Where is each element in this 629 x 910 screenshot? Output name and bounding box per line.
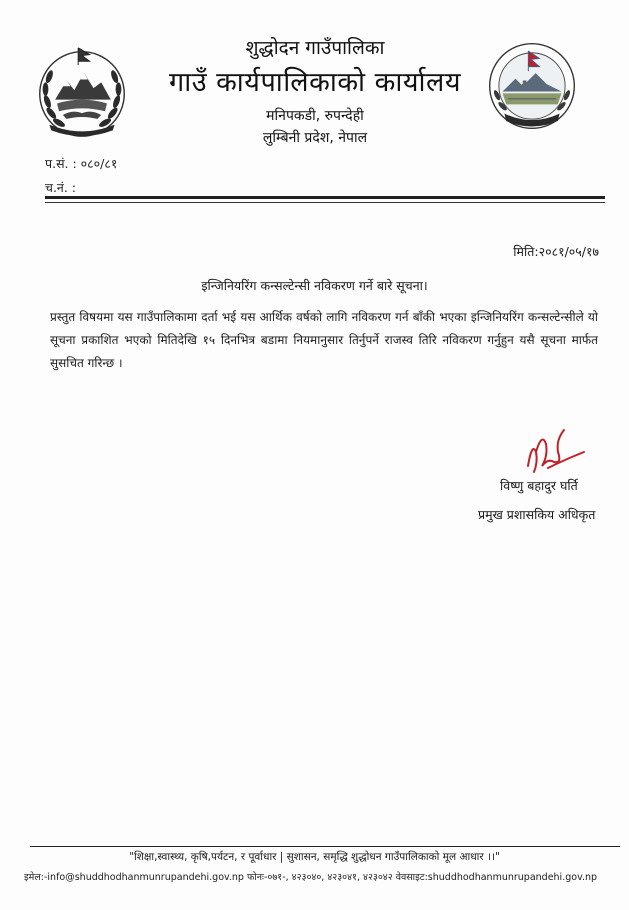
footer-contact: इमेल:-info@shuddhodhanmunrupandehi.gov.np फोनः-०७१-, ४२३०४०, ४२३०४१, ४२३०४२ वेवसाइट:shuddhodhanmunrupandehi.gov.np — [24, 872, 598, 883]
municipality-name: शुद्धोदन गाउँपालिका — [245, 37, 385, 59]
municipality-logo-right — [486, 40, 578, 132]
office-name: गाउँ कार्यपालिकाको कार्यालय — [169, 67, 461, 98]
handwritten-signature — [518, 422, 588, 482]
signatory-name: विष्णु बहादुर घर्ति — [500, 478, 578, 493]
office-province: लुम्बिनी प्रदेश, नेपाल — [262, 130, 368, 146]
office-location: मनिपकडी, रुपन्देही — [266, 108, 364, 124]
letter-reference-number: प.सं. : ०८०/८१ — [45, 156, 118, 171]
notice-subject: इन्जिनियरिंग कन्सल्टेन्सी नविकरण गर्ने बारे सूचना। — [201, 278, 428, 293]
notice-date: मिति:२०८१/०५/१७ — [513, 244, 599, 259]
header-divider-thin — [45, 202, 605, 203]
dispatch-number: च.नं. : — [45, 180, 77, 195]
footer-motto: "शिक्षा,स्वास्थ्य, कृषि,पर्यटन, र पूर्वाधार | सुशासन, समृद्धि शुद्धोधन गाउँपालिकाको मूल आधार ।।" — [129, 851, 500, 863]
footer-divider — [30, 846, 620, 847]
notice-body: प्रस्तुत विषयमा यस गाउँपालिकामा दर्ता भई यस आर्थिक वर्षको लागि नविकरण गर्न बाँकी भएका इन्जिनियरिंग कन्सल्टेन्सीले यो सूचना प्रकाशित भएको मितिदेखि १५ दिनभित्र बडामा नियमानुसार तिर्नुपर्ने राजस्व तिरि नविकरण गर्नुहुन यसै सूचना मार्फत सुसचित गरिन्छ । — [50, 310, 598, 370]
header-divider-thick — [45, 196, 605, 199]
government-emblem-left — [34, 44, 130, 140]
signatory-title: प्रमुख प्रशासकिय अधिकृत — [478, 507, 596, 522]
